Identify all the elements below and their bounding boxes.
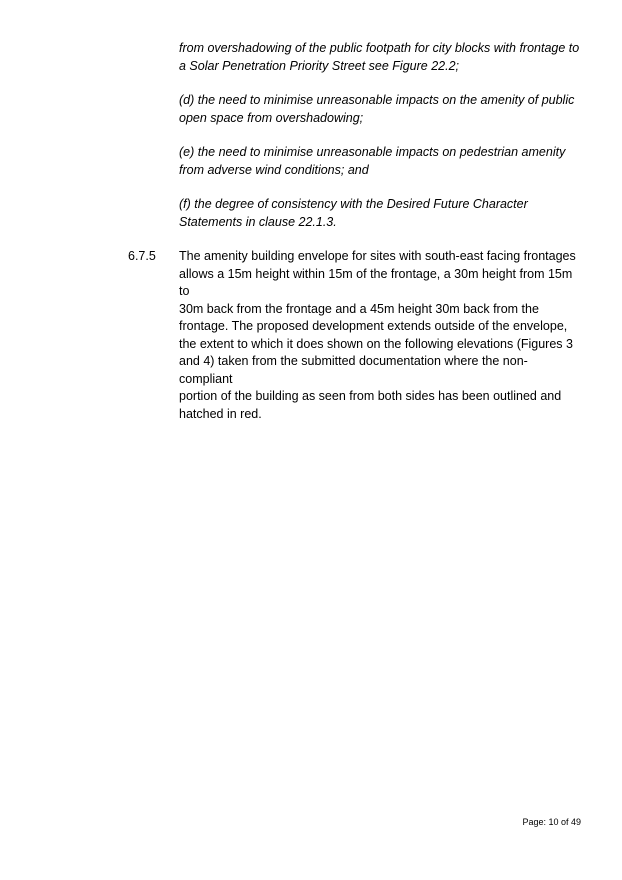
quoted-clause-line: (e) the need to minimise unreasonable impacts on pedestrian amenity (179, 145, 566, 159)
quoted-clause-line: Statements in clause 22.1.3. (179, 214, 337, 229)
paragraph-line: portion of the building as seen from both sides has been outlined and (179, 389, 562, 403)
quoted-clause-line: a Solar Penetration Priority Street see Figure 22.2; (179, 58, 460, 73)
paragraph-line: hatched in red. (179, 406, 262, 421)
paragraph-line: and 4) taken from the submitted documentation where the non-compliant (179, 354, 528, 386)
quoted-clause-line: from adverse wind conditions; and (179, 162, 369, 177)
quoted-clause-line: from overshadowing of the public footpath for city blocks with frontage to (179, 41, 580, 55)
paragraph-line: The amenity building envelope for sites with south-east facing frontages (179, 249, 576, 263)
quoted-clause-e (179, 144, 584, 179)
page-number-footer: Page: 10 of 49 (522, 817, 581, 827)
quoted-clause-d (179, 92, 584, 127)
paragraph-line: allows a 15m height within 15m of the frontage, a 30m height from 15m to (179, 266, 573, 298)
paragraph-body (179, 248, 579, 423)
paragraph-number: 6.7.5 (128, 249, 156, 263)
quoted-clause-f (179, 196, 584, 231)
paragraph-line: frontage. The proposed development extends outside of the envelope, (179, 319, 568, 333)
quoted-clause-line: open space from overshadowing; (179, 110, 364, 125)
paragraph-line: 30m back from the frontage and a 45m height 30m back from the (179, 301, 539, 316)
quoted-clause-line: (f) the degree of consistency with the Desired Future Character (179, 197, 528, 211)
paragraph-line: the extent to which it does shown on the following elevations (Figures 3 (179, 336, 573, 351)
quoted-clause-c-continuation (179, 40, 584, 75)
quoted-clause-line: (d) the need to minimise unreasonable impacts on the amenity of public (179, 93, 575, 107)
